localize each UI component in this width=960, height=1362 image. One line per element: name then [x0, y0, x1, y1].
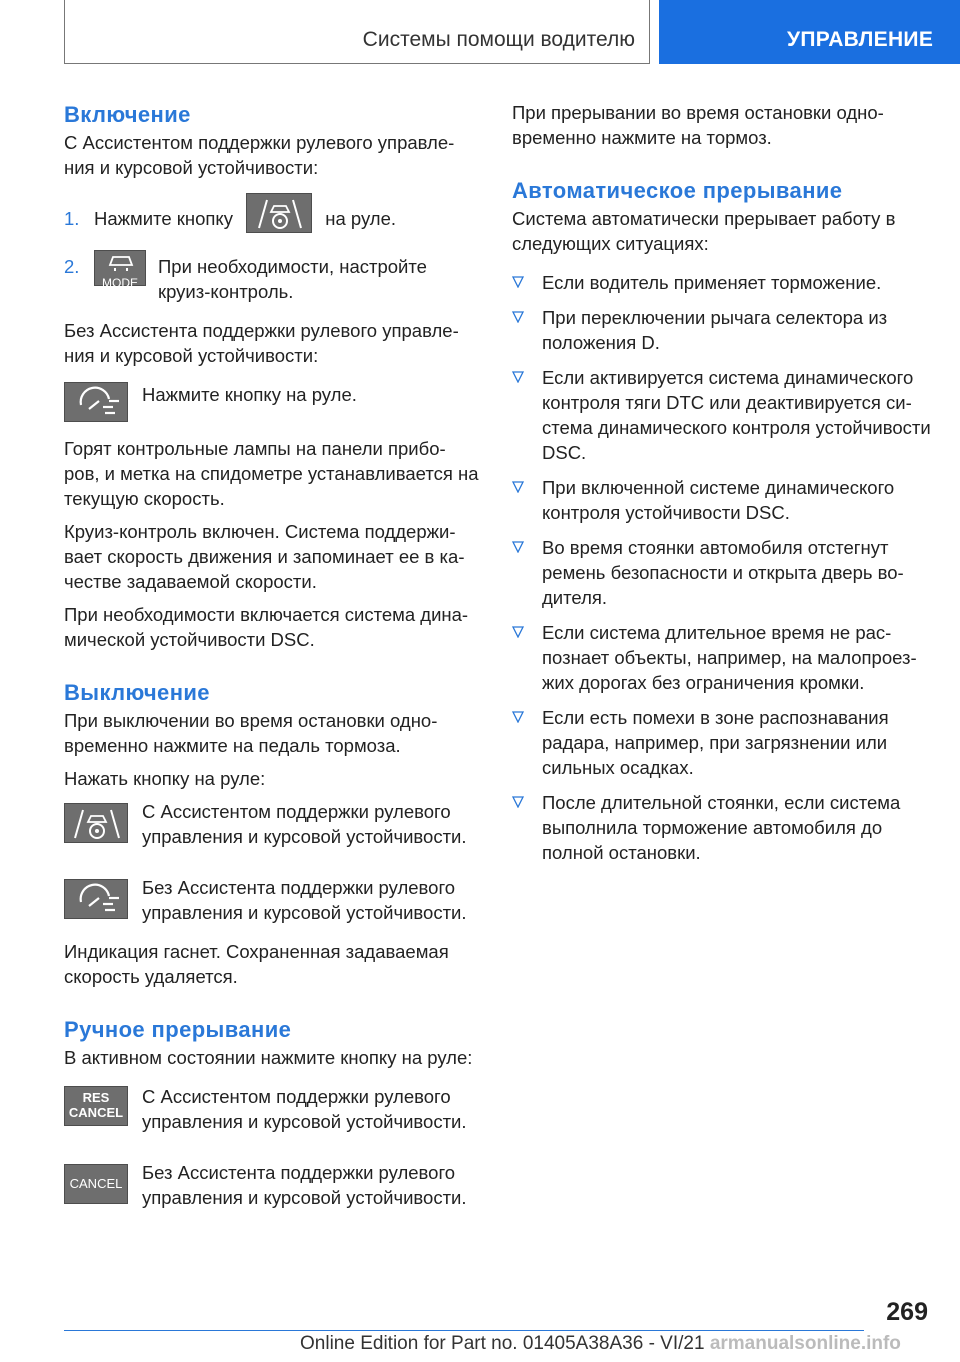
off-with-row [64, 799, 480, 849]
list-item [512, 705, 932, 780]
page-header [0, 0, 960, 66]
list-item-text: После длительной стоянки, если система выполнила торможение автомобиля до полной остановки. [542, 792, 901, 863]
manual-without-text: Без Ассистента поддержки рулевого управления и курсовой устойчивости. [142, 1162, 467, 1208]
list-item [512, 305, 932, 355]
triangle-bullet-icon [512, 796, 524, 808]
res-cancel-line-1: RES [82, 1090, 110, 1105]
list-item-text: Если есть помехи в зоне распознавания радара, например, при загрязнении или сильных осадках. [542, 707, 889, 778]
heading-auto-interrupt: Автоматическое прерывание [512, 178, 843, 203]
footer-divider [64, 1330, 864, 1331]
off-without-row [64, 875, 480, 925]
left-column [64, 100, 480, 1210]
triangle-bullet-icon [512, 541, 524, 553]
off-without-text: Без Ассистента поддержки рулевого управления и курсовой устойчивости. [142, 877, 467, 923]
cruise-button-icon [64, 382, 128, 422]
step-1-number: 1. [64, 208, 80, 229]
right-column [512, 100, 932, 875]
without-intro: Без Ассистента поддержки рулевого управле-ния и курсовой устойчивости: [64, 320, 459, 366]
footer-edition-line [300, 1333, 901, 1355]
list-item-text: Если водитель применяет торможение. [542, 272, 882, 293]
page-number: 269 [886, 1298, 928, 1326]
heading-switch-off: Выключение [64, 680, 210, 705]
manual-text: В активном состоянии нажмите кнопку на руле: [64, 1047, 473, 1068]
list-item [512, 475, 932, 525]
res-cancel-button-icon [64, 1086, 128, 1126]
off-text-1: При выключении во время остановки одно-временно нажмите на педаль тормоза. [64, 710, 438, 756]
list-item-text: При переключении рычага селектора из положения D. [542, 307, 888, 353]
triangle-bullet-icon [512, 311, 524, 323]
auto-intro: Система автоматически прерывает работу в следующих ситуациях: [512, 208, 896, 254]
cancel-button-icon [64, 1164, 128, 1204]
stop-text: При прерывании во время остановки одно-временно нажмите на тормоз. [512, 102, 884, 148]
manual-with-row [64, 1084, 480, 1134]
heading-manual-interrupt: Ручное прерывание [64, 1017, 292, 1042]
triangle-bullet-icon [512, 711, 524, 723]
list-item [512, 790, 932, 865]
manual-with-text: С Ассистентом поддержки рулевого управления и курсовой устойчивости. [142, 1086, 467, 1132]
res-cancel-line-2: CANCEL [68, 1105, 124, 1120]
list-item-text: Во время стоянки автомобиля отстегнут ремень безопасности и открыта дверь во-дителя. [542, 537, 904, 608]
on-intro: С Ассистентом поддержки рулевого управле-ния и курсовой устойчивости: [64, 132, 455, 178]
header-section-tab [659, 0, 960, 64]
auto-interrupt-list [512, 270, 932, 865]
triangle-bullet-icon [512, 371, 524, 383]
cruise-on-text: Круиз-контроль включен. Система поддержи-вает скорость движения и запоминает ее в ка-честве задаваемой скорости. [64, 521, 465, 592]
header-title-box [64, 0, 650, 64]
heading-switch-on: Включение [64, 102, 191, 127]
step-1 [64, 206, 480, 246]
list-item-text: Если система длительное время не рас-познает объекты, например, на малопроез-жих дорогах без ограничения кромки. [542, 622, 917, 693]
watermark: armanualsonline.info [709, 1333, 901, 1354]
manual-without-row [64, 1160, 480, 1210]
off-indicator-text: Индикация гаснет. Сохраненная задаваемая скорость удаляется. [64, 941, 449, 987]
off-with-text: С Ассистентом поддержки рулевого управления и курсовой устойчивости. [142, 801, 467, 847]
off-text-2: Нажать кнопку на руле: [64, 768, 266, 789]
header-section-label: УПРАВЛЕНИЕ [787, 28, 934, 51]
triangle-bullet-icon [512, 276, 524, 288]
header-title: Системы помощи водителю [362, 28, 635, 51]
list-item [512, 620, 932, 695]
step-1-pre: Нажмите кнопку [94, 208, 233, 229]
lamps-text: Горят контрольные лампы на панели прибо-ров, и метка на спидометре устанавливается на текущую скорость. [64, 438, 479, 509]
list-item [512, 365, 932, 465]
steering-assist-button-icon [246, 193, 312, 233]
list-item [512, 270, 932, 295]
step-2 [64, 254, 480, 304]
cruise-button-icon-2 [64, 879, 128, 919]
footer-edition: Online Edition for Part no. 01405A38A36 - VI/21 [300, 1333, 705, 1354]
step-2-text: При необходимости, настройте круиз-контроль. [158, 256, 427, 302]
press-button-row [64, 382, 480, 422]
mode-button-label: MODE [102, 276, 138, 290]
step-1-post: на руле. [325, 208, 397, 229]
triangle-bullet-icon [512, 626, 524, 638]
triangle-bullet-icon [512, 481, 524, 493]
steering-assist-button-icon-2 [64, 803, 128, 843]
list-item-text: При включенной системе динамического контроля устойчивости DSC. [542, 477, 895, 523]
list-item [512, 535, 932, 610]
cancel-icon-label: CANCEL [69, 1176, 123, 1191]
dsc-on-text: При необходимости включается система дина-мической устойчивости DSC. [64, 604, 469, 650]
step-2-number: 2. [64, 256, 80, 277]
press-button-text: Нажмите кнопку на руле. [142, 384, 357, 405]
mode-button-icon [94, 250, 146, 290]
list-item-text: Если активируется система динамического контроля тяги DTC или деактивируется си-стема динамического контроля устойчивости DSC. [542, 367, 931, 463]
